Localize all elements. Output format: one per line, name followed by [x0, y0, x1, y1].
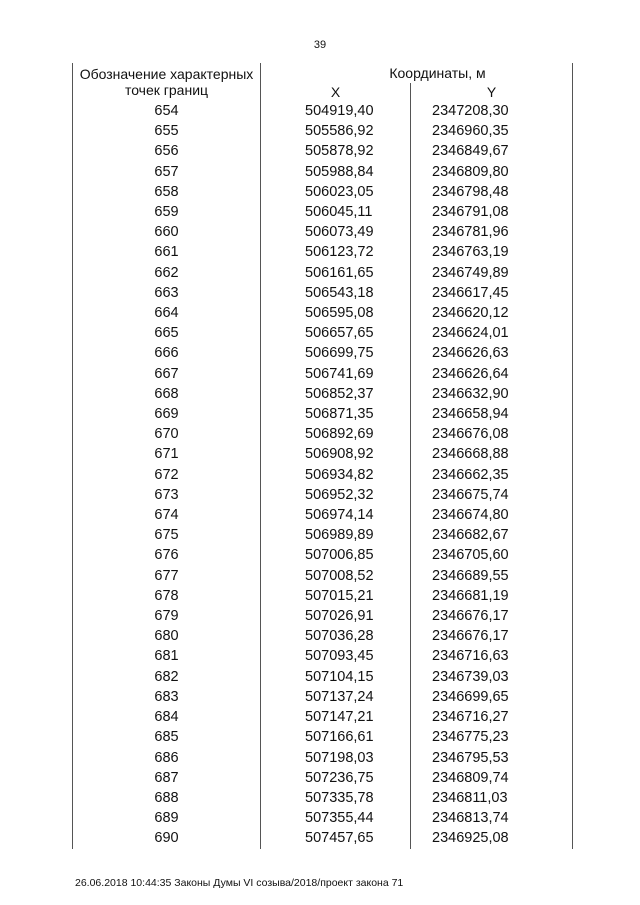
- x-coordinate-cell: 506045,11: [261, 202, 411, 222]
- x-coordinate-cell: 506699,75: [261, 343, 411, 363]
- y-coordinate-cell: 2346960,35: [411, 121, 573, 141]
- x-coordinate-cell: 507137,24: [261, 687, 411, 707]
- table-row: [73, 485, 573, 505]
- point-cell: 684: [73, 707, 261, 727]
- header-coordinates: Координаты, м: [261, 63, 573, 83]
- x-coordinate-cell: 506871,35: [261, 404, 411, 424]
- header-y: Y: [411, 83, 573, 101]
- point-cell: 671: [73, 444, 261, 464]
- x-coordinate-cell: 506974,14: [261, 505, 411, 525]
- point-cell: 666: [73, 343, 261, 363]
- x-coordinate-cell: 507166,61: [261, 727, 411, 747]
- y-coordinate-cell: 2346682,67: [411, 525, 573, 545]
- table-row: [73, 242, 573, 262]
- y-coordinate-cell: 2346739,03: [411, 667, 573, 687]
- point-cell: 682: [73, 667, 261, 687]
- point-cell: 665: [73, 323, 261, 343]
- point-cell: 669: [73, 404, 261, 424]
- point-cell: 680: [73, 626, 261, 646]
- x-coordinate-cell: 506161,65: [261, 263, 411, 283]
- x-coordinate-cell: 506852,37: [261, 384, 411, 404]
- x-coordinate-cell: 506741,69: [261, 364, 411, 384]
- footer-stamp: 26.06.2018 10:44:35 Законы Думы VI созыва/2018/проект закона 71: [75, 877, 404, 889]
- y-coordinate-cell: 2346676,17: [411, 626, 573, 646]
- x-coordinate-cell: 507335,78: [261, 788, 411, 808]
- point-cell: 689: [73, 808, 261, 828]
- x-coordinate-cell: 507026,91: [261, 606, 411, 626]
- x-coordinate-cell: 507198,03: [261, 748, 411, 768]
- x-coordinate-cell: 506952,32: [261, 485, 411, 505]
- y-coordinate-cell: 2346791,08: [411, 202, 573, 222]
- table-row: [73, 505, 573, 525]
- y-coordinate-cell: 2346749,89: [411, 263, 573, 283]
- y-coordinate-cell: 2346925,08: [411, 828, 573, 848]
- table-row: [73, 586, 573, 606]
- table-body: [73, 101, 573, 849]
- table-row: [73, 687, 573, 707]
- y-coordinate-cell: 2346676,08: [411, 424, 573, 444]
- x-coordinate-cell: 507006,85: [261, 545, 411, 565]
- point-cell: 668: [73, 384, 261, 404]
- y-coordinate-cell: 2346675,74: [411, 485, 573, 505]
- table-header: [73, 63, 573, 101]
- y-coordinate-cell: 2346626,64: [411, 364, 573, 384]
- x-coordinate-cell: 506657,65: [261, 323, 411, 343]
- table-row: [73, 626, 573, 646]
- table-row: [73, 323, 573, 343]
- coordinates-table: [72, 63, 573, 849]
- table-row: [73, 465, 573, 485]
- table-row: [73, 121, 573, 141]
- point-cell: 662: [73, 263, 261, 283]
- x-coordinate-cell: 506123,72: [261, 242, 411, 262]
- x-coordinate-cell: 506543,18: [261, 283, 411, 303]
- point-cell: 657: [73, 162, 261, 182]
- y-coordinate-cell: 2346795,53: [411, 748, 573, 768]
- x-coordinate-cell: 505988,84: [261, 162, 411, 182]
- y-coordinate-cell: 2346658,94: [411, 404, 573, 424]
- table-row: [73, 364, 573, 384]
- point-cell: 670: [73, 424, 261, 444]
- x-coordinate-cell: 506023,05: [261, 182, 411, 202]
- point-cell: 681: [73, 646, 261, 666]
- x-coordinate-cell: 506073,49: [261, 222, 411, 242]
- point-cell: 675: [73, 525, 261, 545]
- table-row: [73, 303, 573, 323]
- point-cell: 661: [73, 242, 261, 262]
- table-row: [73, 444, 573, 464]
- table-row: [73, 727, 573, 747]
- point-cell: 688: [73, 788, 261, 808]
- point-cell: 676: [73, 545, 261, 565]
- y-coordinate-cell: 2346689,55: [411, 566, 573, 586]
- x-coordinate-cell: 507008,52: [261, 566, 411, 586]
- y-coordinate-cell: 2346781,96: [411, 222, 573, 242]
- point-cell: 654: [73, 101, 261, 121]
- point-cell: 658: [73, 182, 261, 202]
- point-cell: 686: [73, 748, 261, 768]
- point-cell: 690: [73, 828, 261, 848]
- y-coordinate-cell: 2346775,23: [411, 727, 573, 747]
- table-row: [73, 404, 573, 424]
- y-coordinate-cell: 2346681,19: [411, 586, 573, 606]
- point-cell: 656: [73, 141, 261, 161]
- x-coordinate-cell: 506989,89: [261, 525, 411, 545]
- x-coordinate-cell: 506892,69: [261, 424, 411, 444]
- table-row: [73, 343, 573, 363]
- x-coordinate-cell: 507236,75: [261, 768, 411, 788]
- y-coordinate-cell: 2346798,48: [411, 182, 573, 202]
- y-coordinate-cell: 2346632,90: [411, 384, 573, 404]
- x-coordinate-cell: 507093,45: [261, 646, 411, 666]
- point-cell: 667: [73, 364, 261, 384]
- table-row: [73, 545, 573, 565]
- page-number: 39: [313, 39, 327, 51]
- y-coordinate-cell: 2346662,35: [411, 465, 573, 485]
- point-cell: 678: [73, 586, 261, 606]
- y-coordinate-cell: 2346620,12: [411, 303, 573, 323]
- x-coordinate-cell: 506934,82: [261, 465, 411, 485]
- point-cell: 660: [73, 222, 261, 242]
- y-coordinate-cell: 2346716,27: [411, 707, 573, 727]
- y-coordinate-cell: 2346813,74: [411, 808, 573, 828]
- x-coordinate-cell: 507147,21: [261, 707, 411, 727]
- table-row: [73, 384, 573, 404]
- table-row: [73, 606, 573, 626]
- y-coordinate-cell: 2346811,03: [411, 788, 573, 808]
- table-row: [73, 202, 573, 222]
- table-row: [73, 141, 573, 161]
- x-coordinate-cell: 506908,92: [261, 444, 411, 464]
- table-row: [73, 748, 573, 768]
- point-cell: 683: [73, 687, 261, 707]
- y-coordinate-cell: 2346668,88: [411, 444, 573, 464]
- table-row: [73, 566, 573, 586]
- table-row: [73, 283, 573, 303]
- y-coordinate-cell: 2346763,19: [411, 242, 573, 262]
- x-coordinate-cell: 507104,15: [261, 667, 411, 687]
- table-row: [73, 808, 573, 828]
- table-row: [73, 788, 573, 808]
- point-cell: 673: [73, 485, 261, 505]
- x-coordinate-cell: 507015,21: [261, 586, 411, 606]
- y-coordinate-cell: 2346676,17: [411, 606, 573, 626]
- point-cell: 685: [73, 727, 261, 747]
- table-row: [73, 424, 573, 444]
- x-coordinate-cell: 507457,65: [261, 828, 411, 848]
- header-x: X: [261, 83, 411, 101]
- table-row: [73, 101, 573, 121]
- table-row: [73, 768, 573, 788]
- y-coordinate-cell: 2346716,63: [411, 646, 573, 666]
- header-designation: Обозначение характерных точек границ: [73, 63, 261, 101]
- x-coordinate-cell: 506595,08: [261, 303, 411, 323]
- point-cell: 674: [73, 505, 261, 525]
- table-row: [73, 182, 573, 202]
- table-row: [73, 667, 573, 687]
- table-row: [73, 263, 573, 283]
- point-cell: 677: [73, 566, 261, 586]
- point-cell: 672: [73, 465, 261, 485]
- point-cell: 659: [73, 202, 261, 222]
- y-coordinate-cell: 2346809,80: [411, 162, 573, 182]
- point-cell: 655: [73, 121, 261, 141]
- y-coordinate-cell: 2346624,01: [411, 323, 573, 343]
- point-cell: 664: [73, 303, 261, 323]
- table-row: [73, 707, 573, 727]
- y-coordinate-cell: 2346705,60: [411, 545, 573, 565]
- table-row: [73, 525, 573, 545]
- x-coordinate-cell: 504919,40: [261, 101, 411, 121]
- table-row: [73, 828, 573, 848]
- point-cell: 687: [73, 768, 261, 788]
- y-coordinate-cell: 2346617,45: [411, 283, 573, 303]
- y-coordinate-cell: 2346809,74: [411, 768, 573, 788]
- y-coordinate-cell: 2347208,30: [411, 101, 573, 121]
- table-row: [73, 222, 573, 242]
- point-cell: 663: [73, 283, 261, 303]
- table-row: [73, 646, 573, 666]
- x-coordinate-cell: 505586,92: [261, 121, 411, 141]
- x-coordinate-cell: 505878,92: [261, 141, 411, 161]
- y-coordinate-cell: 2346626,63: [411, 343, 573, 363]
- y-coordinate-cell: 2346674,80: [411, 505, 573, 525]
- point-cell: 679: [73, 606, 261, 626]
- x-coordinate-cell: 507036,28: [261, 626, 411, 646]
- x-coordinate-cell: 507355,44: [261, 808, 411, 828]
- y-coordinate-cell: 2346849,67: [411, 141, 573, 161]
- table-row: [73, 162, 573, 182]
- y-coordinate-cell: 2346699,65: [411, 687, 573, 707]
